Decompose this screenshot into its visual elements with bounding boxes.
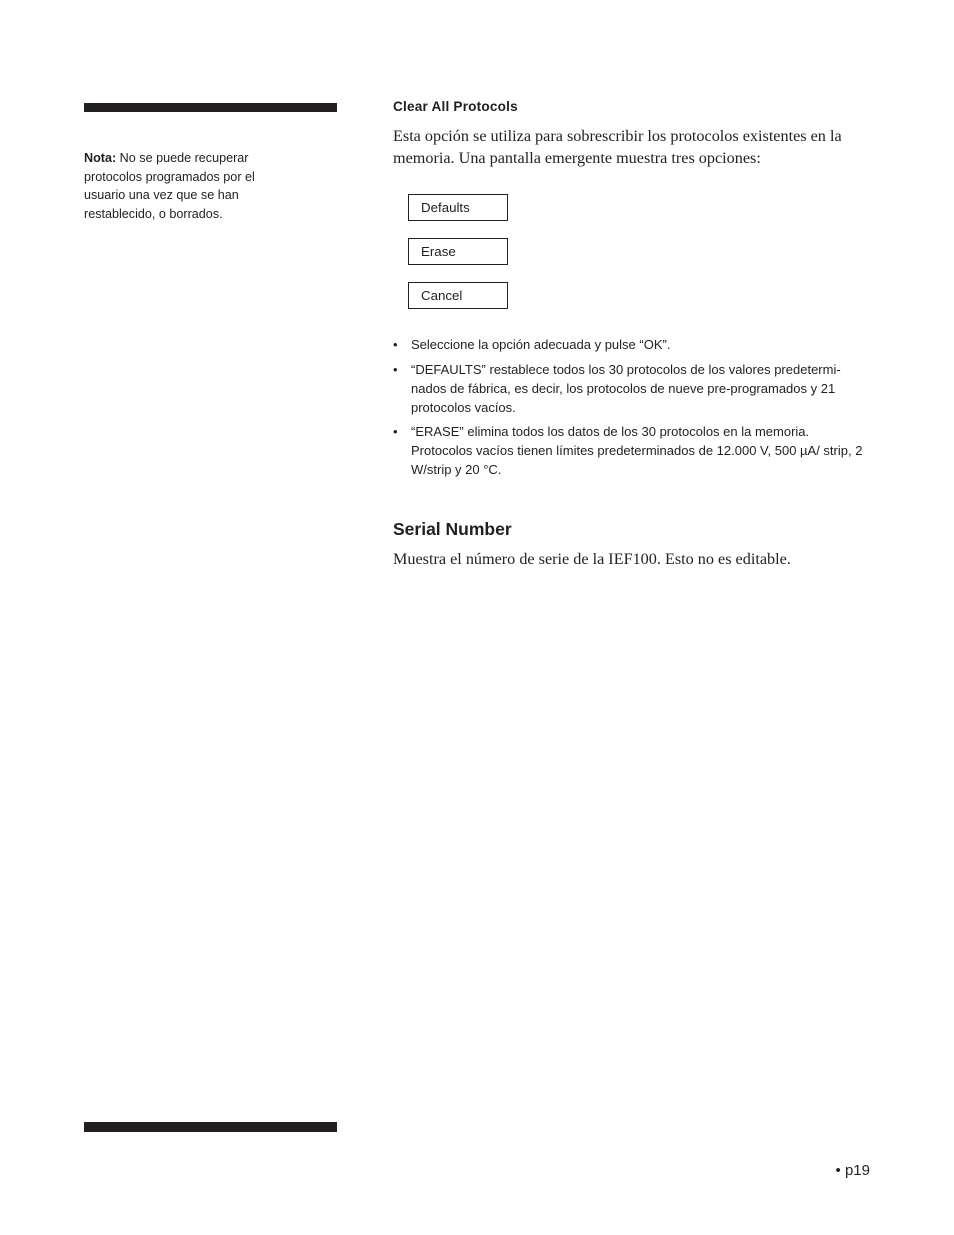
clear-all-bullet-list	[393, 335, 871, 485]
serial-number-heading: Serial Number	[393, 519, 512, 539]
bullet-icon: •	[393, 337, 398, 352]
bullet-icon: •	[393, 424, 398, 439]
page-number: • p19	[835, 1162, 870, 1179]
serial-number-text: Muestra el número de serie de la IEF100. Esto no es editable.	[393, 550, 791, 568]
defaults-option-box: Defaults	[408, 194, 508, 221]
erase-option-box: Erase	[408, 238, 508, 265]
note-text: No se puede recuperar protocolos programados por el usuario una vez que se han restablecido, o borrados.	[84, 151, 255, 222]
bullet-erase	[393, 422, 871, 479]
sidebar-bottom-rule	[84, 1122, 337, 1132]
clear-all-intro: Esta opción se utiliza para sobrescribir los protocolos existentes en la memoria. Una pantalla emergente muestra tres opciones:	[393, 127, 842, 167]
bullet-icon: •	[393, 361, 398, 377]
bullet-text: “ERASE” elimina todos los datos de los 30 protocolos en la memoria. Protocolos vacíos tienen límites predeterminados de 12.000 V, 500 µA/ strip, 2 W/strip y 20 °C.	[411, 424, 863, 477]
sidebar-note	[84, 149, 284, 224]
note-label: Nota:	[84, 151, 117, 165]
sidebar-top-rule	[84, 103, 337, 112]
cancel-option-box: Cancel	[408, 282, 508, 309]
clear-all-heading: Clear All Protocols	[393, 99, 518, 114]
bullet-text: “DEFAULTS” restablece todos los 30 protocolos de los valores predetermi-nados de fábrica, es decir, los protocolos de nueve pre-programados y 21 protocolos vacíos.	[411, 361, 841, 415]
bullet-defaults	[393, 360, 871, 417]
bullet-text: Seleccione la opción adecuada y pulse “OK”.	[411, 337, 671, 352]
bullet-select-option	[393, 335, 871, 354]
